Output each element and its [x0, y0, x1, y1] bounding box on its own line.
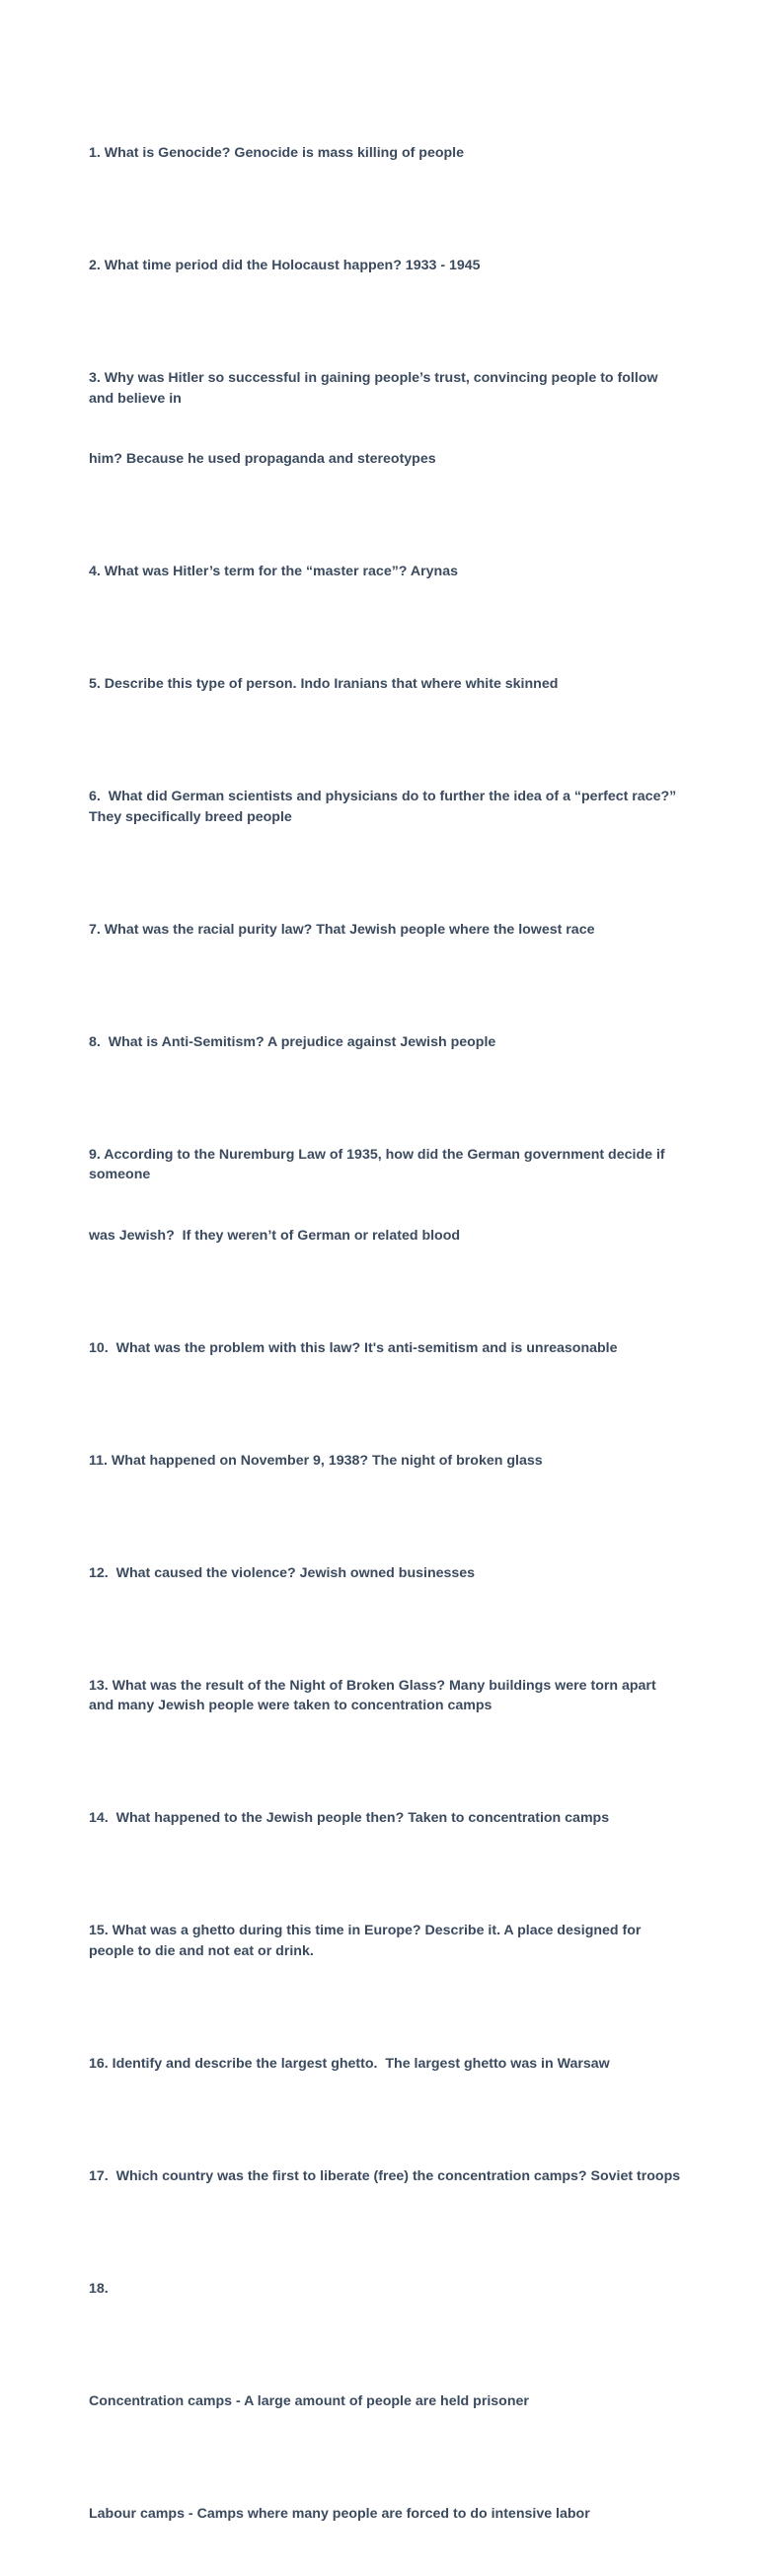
question-3 [89, 328, 681, 510]
question-14 [89, 1768, 681, 1869]
question-10 [89, 1298, 681, 1400]
paragraph-line: 6. What did German scientists and physicians do to further the idea of a “perfect race?” They specifically breed people [89, 789, 681, 825]
paragraph-line: 9. According to the Nuremburg Law of 1935, how did the German government decide if someone [89, 1146, 669, 1182]
question-18 [89, 2238, 681, 2340]
question-9 [89, 1104, 681, 1287]
paragraph-line: 14. What happened to the Jewish people then? Taken to concentration camps [89, 1810, 610, 1826]
question-2 [89, 215, 681, 317]
question-11 [89, 1410, 681, 1512]
paragraph-line: 4. What was Hitler’s term for the “master race”? Arynas [89, 564, 458, 579]
paragraph-line: 8. What is Anti-Semitism? A prejudice against Jewish people [89, 1033, 496, 1050]
definition-concentration-camps [89, 2351, 681, 2453]
question-1 [89, 103, 681, 204]
question-6 [89, 746, 681, 868]
paragraph-line: 11. What happened on November 9, 1938? The night of broken glass [89, 1452, 543, 1469]
paragraph-line: 16. Identify and describe the largest ghetto. The largest ghetto was in Warsaw [89, 2055, 610, 2072]
paragraph-line: was Jewish? If they weren’t of German or related blood [89, 1227, 461, 1244]
question-5 [89, 634, 681, 735]
question-13 [89, 1635, 681, 1757]
paragraph-line: 18. [89, 2280, 109, 2297]
paragraph-line: 2. What time period did the Holocaust happen? 1933 - 1945 [89, 258, 481, 273]
question-4 [89, 521, 681, 623]
question-17 [89, 2126, 681, 2228]
document-body [89, 103, 681, 2576]
paragraph-line: 7. What was the racial purity law? That Jewish people where the lowest race [89, 921, 595, 938]
definition-labour-camps [89, 2463, 681, 2565]
question-15 [89, 1880, 681, 2002]
paragraph-line: him? Because he used propaganda and stereotypes [89, 451, 436, 467]
paragraph-line: 5. Describe this type of person. Indo Iranians that where white skinned [89, 676, 559, 692]
paragraph-line: Labour camps - Camps where many people are forced to do intensive labor [89, 2505, 590, 2522]
paragraph-line: 13. What was the result of the Night of Broken Glass? Many buildings were torn apart and many Jewish people were taken to concentration camps [89, 1677, 660, 1713]
paragraph-line: 1. What is Genocide? Genocide is mass killing of people [89, 145, 464, 161]
question-16 [89, 2013, 681, 2115]
question-7 [89, 879, 681, 981]
paragraph-line: 10. What was the problem with this law? It's anti-semitism and is unreasonable [89, 1339, 618, 1356]
paragraph-line: 15. What was a ghetto during this time in Europe? Describe it. A place designed for people to die and not eat or drink. [89, 1923, 645, 1959]
paragraph-line: 12. What caused the violence? Jewish owned businesses [89, 1564, 476, 1581]
question-8 [89, 992, 681, 1094]
question-12 [89, 1523, 681, 1625]
paragraph-line: 17. Which country was the first to liberate (free) the concentration camps? Soviet troops [89, 2167, 681, 2184]
paragraph-line: 3. Why was Hitler so successful in gaining people’s trust, convincing people to follow and believe in [89, 370, 662, 407]
paragraph-line: Concentration camps - A large amount of people are held prisoner [89, 2392, 529, 2409]
